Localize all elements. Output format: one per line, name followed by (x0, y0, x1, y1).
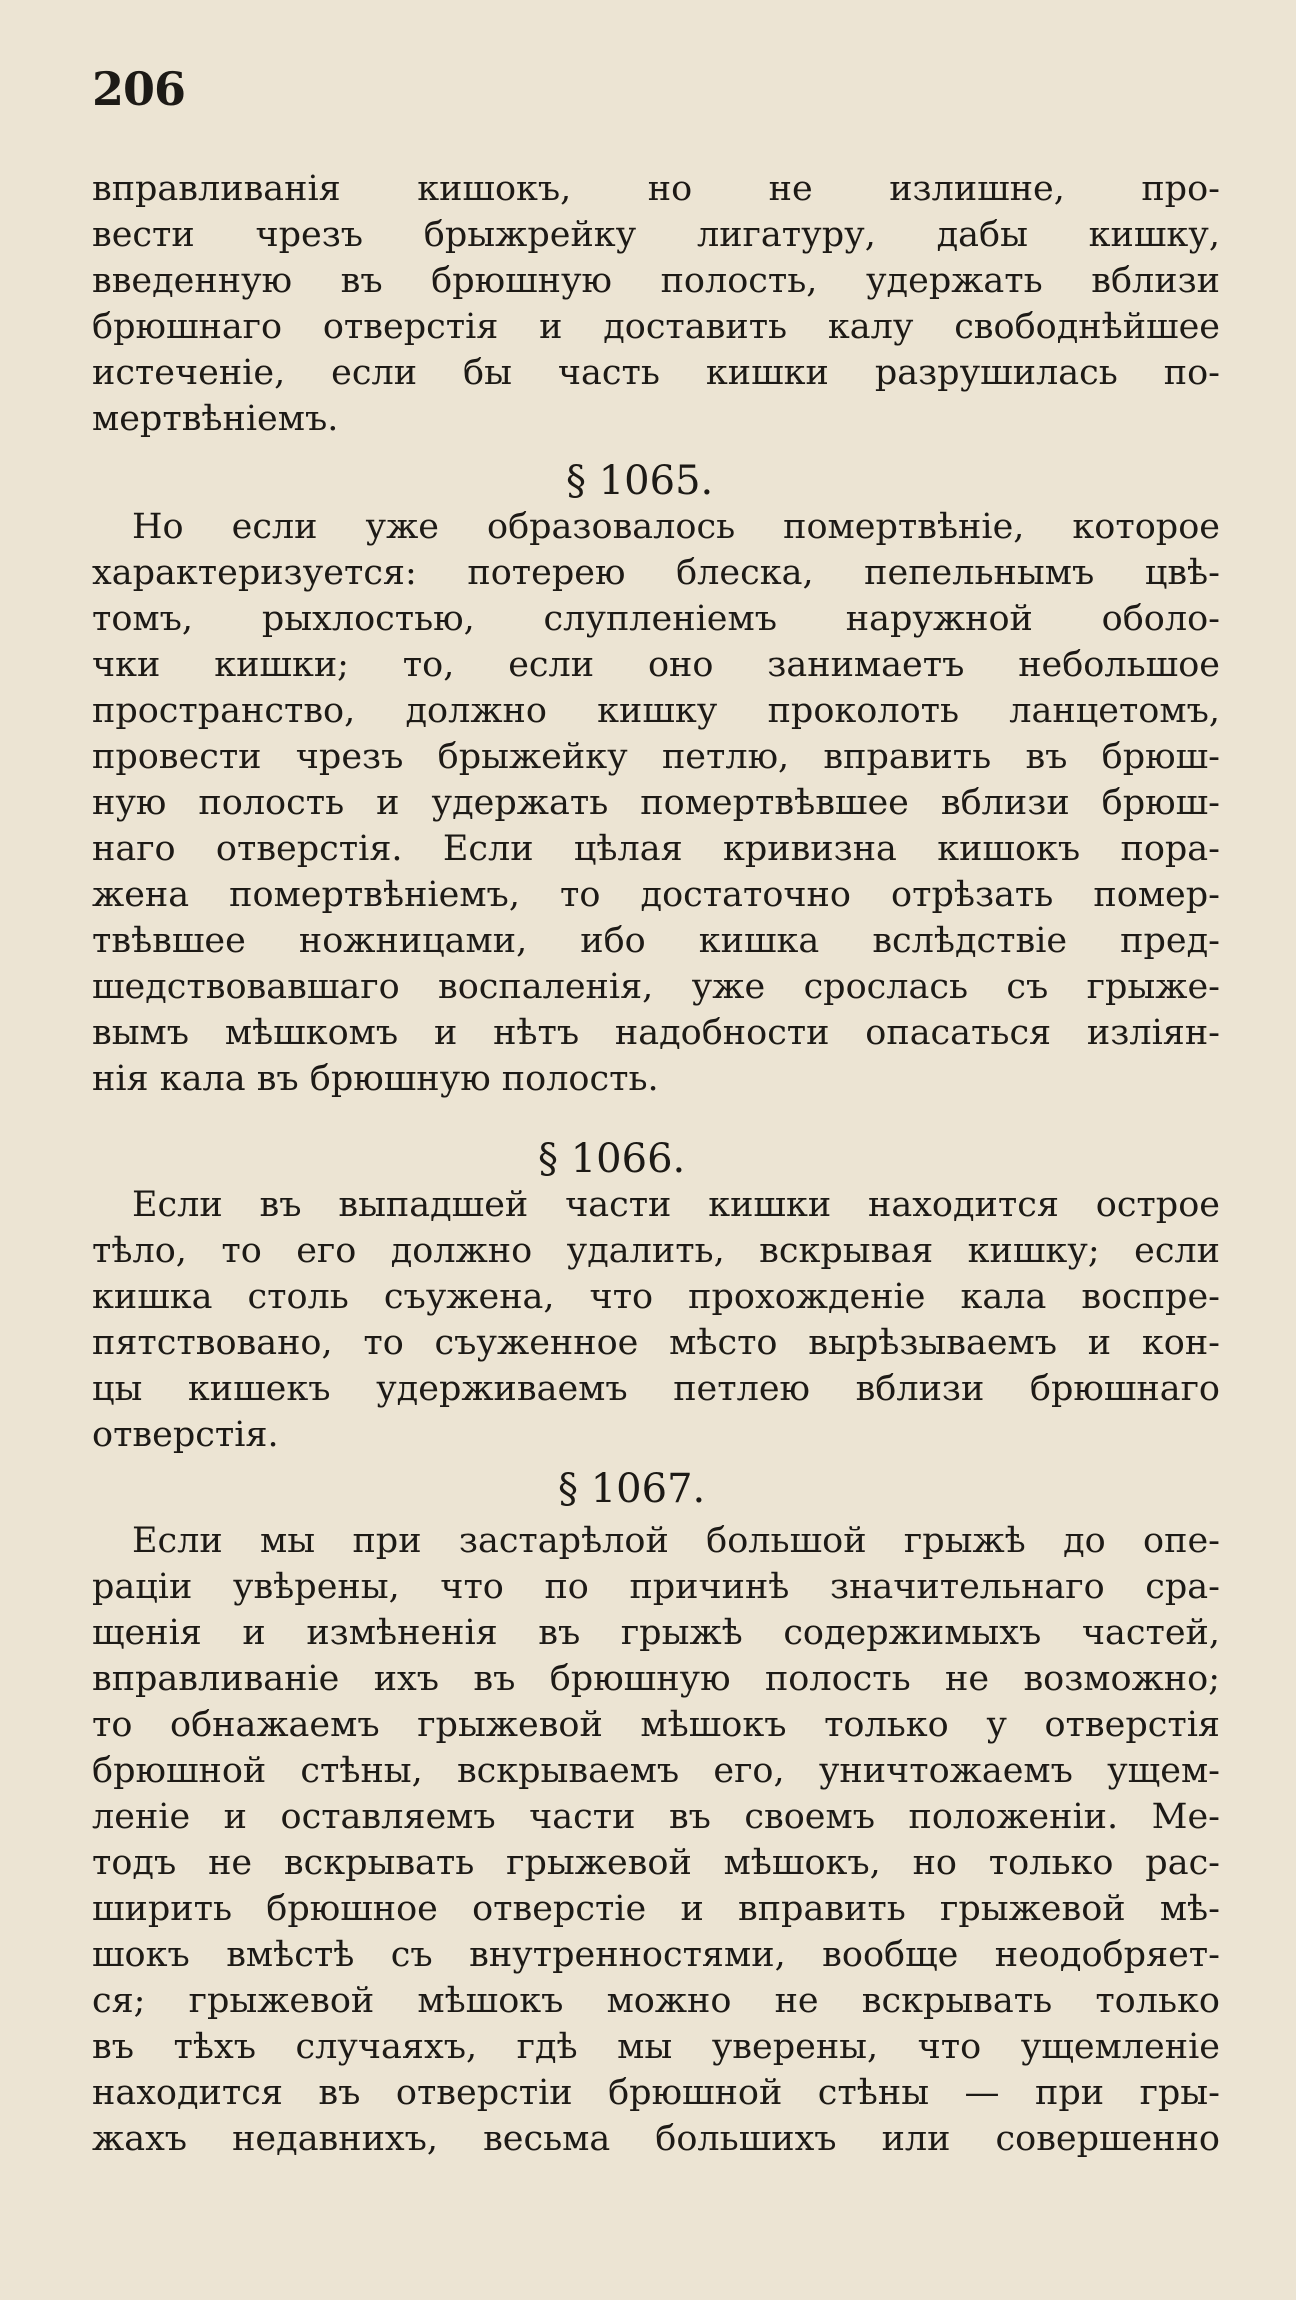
text-line: цы кишекъ удерживаемъ петлею вблизи брюшнаго (92, 1369, 1220, 1409)
text-line: тодъ не вскрывать грыжевой мѣшокъ, но только рас- (92, 1843, 1220, 1883)
section-heading-1066: § 1066. (538, 1136, 686, 1182)
text-line: брюшной стѣны, вскрываемъ его, уничтожаемъ ущем- (92, 1751, 1220, 1791)
section-heading-1065: § 1065. (566, 458, 714, 504)
text-line: тѣло, то его должно удалить, вскрывая кишку; если (92, 1231, 1220, 1271)
text-line: твѣвшее ножницами, ибо кишка вслѣдствіе пред- (92, 921, 1220, 961)
text-line: ся; грыжевой мѣшокъ можно не вскрывать только (92, 1981, 1220, 2021)
text-line: нія кала въ брюшную полость. (92, 1059, 659, 1099)
page-number: 206 (92, 62, 186, 116)
text-line: щенія и измѣненія въ грыжѣ содержимыхъ частей, (92, 1613, 1220, 1653)
text-line: чки кишки; то, если оно занимаетъ небольшое (92, 645, 1220, 685)
section-heading-1067: § 1067. (558, 1466, 706, 1512)
text-line: раціи увѣрены, что по причинѣ значительнаго сра- (92, 1567, 1220, 1607)
text-line: ширить брюшное отверстіе и вправить грыжевой мѣ- (92, 1889, 1220, 1929)
text-line: Но если уже образовалось помертвѣніе, которое (132, 507, 1220, 547)
text-line: характеризуется: потерею блеска, пепельнымъ цвѣ- (92, 553, 1220, 593)
text-line: истеченіе, если бы часть кишки разрушилась по- (92, 353, 1220, 393)
text-line: вести чрезъ брыжрейку лигатуру, дабы кишку, (92, 215, 1220, 255)
text-line: ную полость и удержать помертвѣвшее вблизи брюш- (92, 783, 1220, 823)
section-1066-body (92, 1182, 1220, 1458)
paragraph-intro (92, 166, 1220, 442)
text-line: въ тѣхъ случаяхъ, гдѣ мы уверены, что ущемленіе (92, 2027, 1220, 2067)
text-line: пространство, должно кишку проколоть ланцетомъ, (92, 691, 1220, 731)
text-line: введенную въ брюшную полость, удержать вблизи (92, 261, 1220, 301)
text-line: вымъ мѣшкомъ и нѣтъ надобности опасаться изліян- (92, 1013, 1220, 1053)
text-line: находится въ отверстіи брюшной стѣны — при гры- (92, 2073, 1220, 2113)
text-line: отверстія. (92, 1415, 279, 1455)
text-line: шедствовавшаго воспаленія, уже срослась съ грыже- (92, 967, 1220, 1007)
text-line: жена помертвѣніемъ, то достаточно отрѣзать помер- (92, 875, 1220, 915)
text-line: наго отверстія. Если цѣлая кривизна кишокъ пора- (92, 829, 1220, 869)
section-1065-body (92, 504, 1220, 1102)
text-line: то обнажаемъ грыжевой мѣшокъ только у отверстія (92, 1705, 1220, 1745)
text-line: томъ, рыхлостью, слупленіемъ наружной оболо- (92, 599, 1220, 639)
text-line: провести чрезъ брыжейку петлю, вправить въ брюш- (92, 737, 1220, 777)
text-line: шокъ вмѣстѣ съ внутренностями, вообще неодобряет- (92, 1935, 1220, 1975)
text-line: леніе и оставляемъ части въ своемъ положеніи. Ме- (92, 1797, 1220, 1837)
text-line: пятствовано, то съуженное мѣсто вырѣзываемъ и кон- (92, 1323, 1220, 1363)
section-1067-body (92, 1518, 1220, 2162)
text-line: мертвѣніемъ. (92, 399, 339, 439)
text-line: кишка столь съужена, что прохожденіе кала воспре- (92, 1277, 1220, 1317)
text-line: Если мы при застарѣлой большой грыжѣ до опе- (132, 1521, 1220, 1561)
text-line: брюшнаго отверстія и доставить калу свободнѣйшее (92, 307, 1220, 347)
text-line: Если въ выпадшей части кишки находится острое (132, 1185, 1220, 1225)
text-line: жахъ недавнихъ, весьма большихъ или совершенно (92, 2119, 1220, 2159)
text-line: вправливанія кишокъ, но не излишне, про- (92, 169, 1220, 209)
text-line: вправливаніе ихъ въ брюшную полость не возможно; (92, 1659, 1220, 1699)
